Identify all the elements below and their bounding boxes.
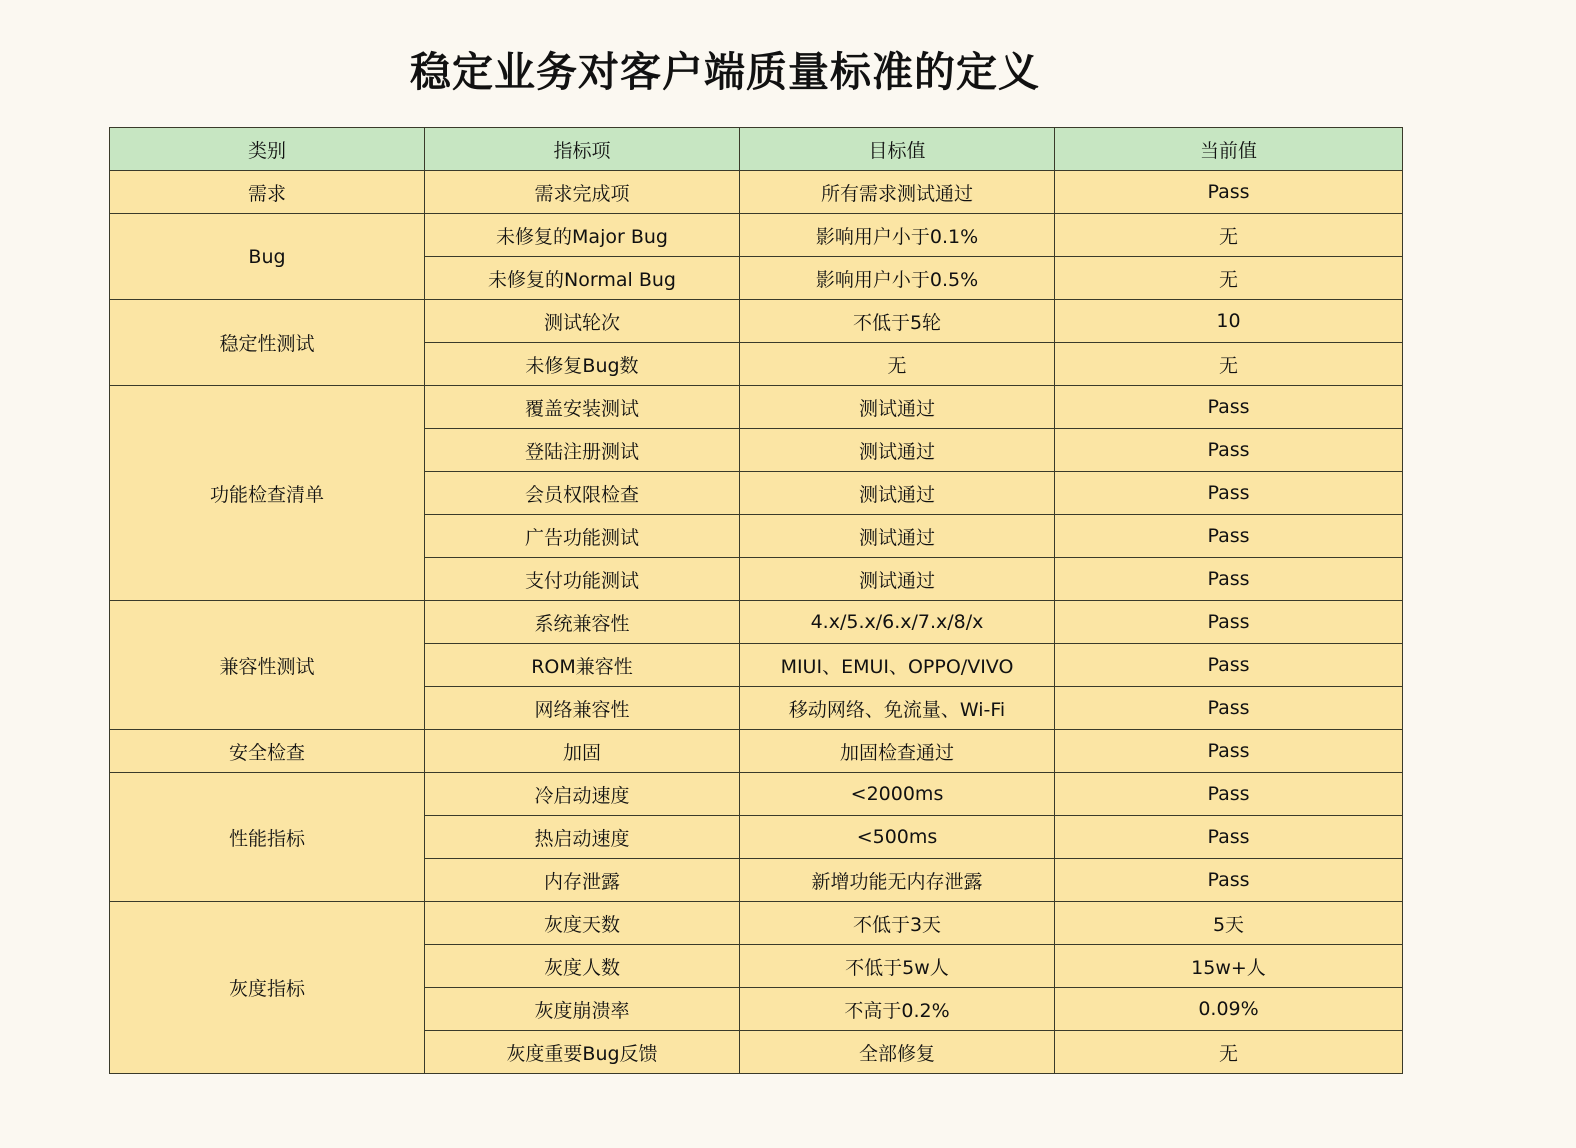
target-value-cell: 新增功能无内存泄露	[740, 859, 1055, 902]
header-item: 指标项	[425, 128, 740, 171]
target-value-cell: 不高于0.2%	[740, 988, 1055, 1031]
current-value-cell: Pass	[1055, 429, 1403, 472]
page-title: 稳定业务对客户端质量标准的定义	[410, 48, 1040, 96]
current-value-cell: 无	[1055, 1031, 1403, 1074]
item-cell: 覆盖安装测试	[425, 386, 740, 429]
header-category: 类别	[110, 128, 425, 171]
category-cell: 稳定性测试	[110, 300, 425, 386]
target-value-cell: 影响用户小于0.5%	[740, 257, 1055, 300]
target-value-cell: 测试通过	[740, 429, 1055, 472]
item-cell: 广告功能测试	[425, 515, 740, 558]
current-value-cell: Pass	[1055, 859, 1403, 902]
category-cell: 灰度指标	[110, 902, 425, 1074]
item-cell: 未修复Bug数	[425, 343, 740, 386]
category-cell: 兼容性测试	[110, 601, 425, 730]
item-cell: 加固	[425, 730, 740, 773]
current-value-cell: Pass	[1055, 386, 1403, 429]
item-cell: 冷启动速度	[425, 773, 740, 816]
quality-standards-table	[109, 127, 1403, 1074]
item-cell: 灰度人数	[425, 945, 740, 988]
current-value-cell: Pass	[1055, 515, 1403, 558]
current-value-cell: 0.09%	[1055, 988, 1403, 1031]
item-cell: 会员权限检查	[425, 472, 740, 515]
table-row	[110, 386, 1403, 429]
current-value-cell: Pass	[1055, 773, 1403, 816]
item-cell: 未修复的Major Bug	[425, 214, 740, 257]
item-cell: 网络兼容性	[425, 687, 740, 730]
item-cell: 需求完成项	[425, 171, 740, 214]
table-row	[110, 300, 1403, 343]
target-value-cell: 不低于3天	[740, 902, 1055, 945]
header-current: 当前值	[1055, 128, 1403, 171]
category-cell: 需求	[110, 171, 425, 214]
item-cell: 支付功能测试	[425, 558, 740, 601]
target-value-cell: 无	[740, 343, 1055, 386]
target-value-cell: 不低于5w人	[740, 945, 1055, 988]
target-value-cell: MIUI、EMUI、OPPO/VIVO	[740, 644, 1055, 687]
current-value-cell: 15w+人	[1055, 945, 1403, 988]
header-target: 目标值	[740, 128, 1055, 171]
target-value-cell: <2000ms	[740, 773, 1055, 816]
target-value-cell: 4.x/5.x/6.x/7.x/8/x	[740, 601, 1055, 644]
target-value-cell: 加固检查通过	[740, 730, 1055, 773]
target-value-cell: 测试通过	[740, 558, 1055, 601]
item-cell: ROM兼容性	[425, 644, 740, 687]
item-cell: 灰度重要Bug反馈	[425, 1031, 740, 1074]
target-value-cell: 移动网络、免流量、Wi-Fi	[740, 687, 1055, 730]
current-value-cell: Pass	[1055, 816, 1403, 859]
target-value-cell: <500ms	[740, 816, 1055, 859]
category-cell: Bug	[110, 214, 425, 300]
current-value-cell: 5天	[1055, 902, 1403, 945]
target-value-cell: 所有需求测试通过	[740, 171, 1055, 214]
category-cell: 功能检查清单	[110, 386, 425, 601]
table-row	[110, 730, 1403, 773]
table-header	[110, 128, 1403, 171]
item-cell: 测试轮次	[425, 300, 740, 343]
item-cell: 登陆注册测试	[425, 429, 740, 472]
item-cell: 内存泄露	[425, 859, 740, 902]
header-row	[110, 128, 1403, 171]
current-value-cell: Pass	[1055, 558, 1403, 601]
category-cell: 安全检查	[110, 730, 425, 773]
table-row	[110, 214, 1403, 257]
category-cell: 性能指标	[110, 773, 425, 902]
current-value-cell: Pass	[1055, 644, 1403, 687]
table-body	[110, 171, 1403, 1074]
table-row	[110, 171, 1403, 214]
current-value-cell: 无	[1055, 343, 1403, 386]
table-row	[110, 601, 1403, 644]
table-row	[110, 773, 1403, 816]
target-value-cell: 测试通过	[740, 386, 1055, 429]
current-value-cell: Pass	[1055, 601, 1403, 644]
current-value-cell: 无	[1055, 214, 1403, 257]
table-row	[110, 902, 1403, 945]
item-cell: 热启动速度	[425, 816, 740, 859]
current-value-cell: Pass	[1055, 730, 1403, 773]
item-cell: 灰度天数	[425, 902, 740, 945]
current-value-cell: Pass	[1055, 171, 1403, 214]
item-cell: 灰度崩溃率	[425, 988, 740, 1031]
target-value-cell: 不低于5轮	[740, 300, 1055, 343]
current-value-cell: 10	[1055, 300, 1403, 343]
current-value-cell: Pass	[1055, 687, 1403, 730]
target-value-cell: 测试通过	[740, 472, 1055, 515]
target-value-cell: 影响用户小于0.1%	[740, 214, 1055, 257]
target-value-cell: 测试通过	[740, 515, 1055, 558]
target-value-cell: 全部修复	[740, 1031, 1055, 1074]
item-cell: 未修复的Normal Bug	[425, 257, 740, 300]
current-value-cell: 无	[1055, 257, 1403, 300]
current-value-cell: Pass	[1055, 472, 1403, 515]
item-cell: 系统兼容性	[425, 601, 740, 644]
